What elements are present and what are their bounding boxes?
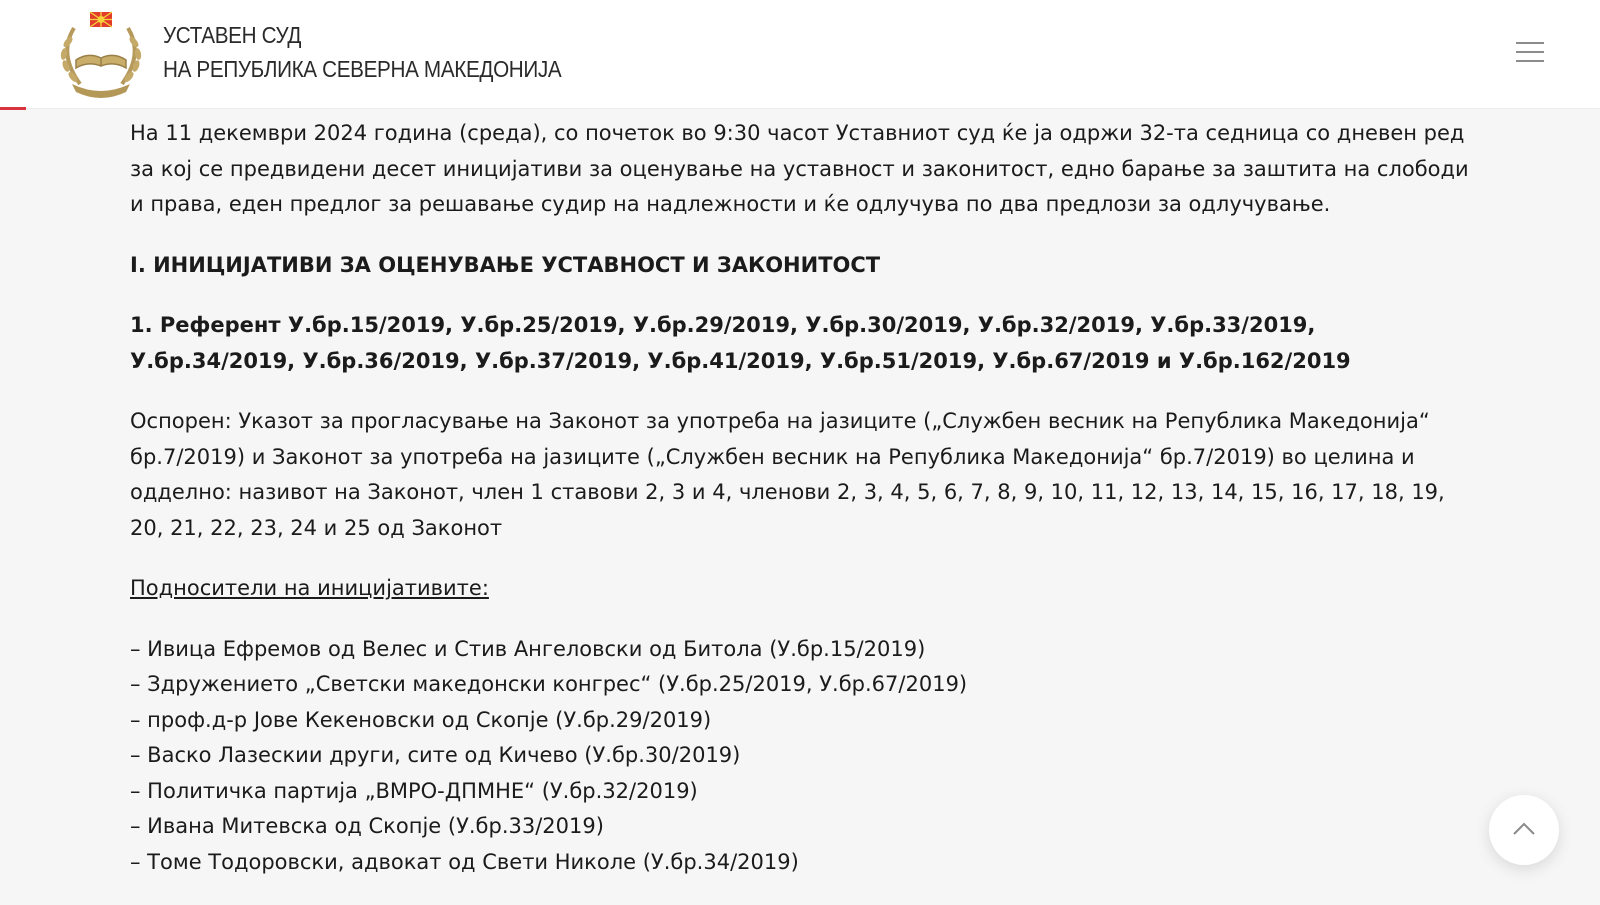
- submitter-list: [130, 632, 1470, 881]
- chevron-up-icon: [1512, 818, 1536, 842]
- hamburger-menu-icon[interactable]: [1512, 40, 1548, 66]
- submitters-heading: Подносители на иницијативите:: [130, 576, 489, 600]
- contested-paragraph: Оспорен: Указот за прогласување на Законот за употреба на јазиците („Службен весник на Република Македонија“ бр.7/2019) и Законот за употреба на јазиците („Службен весник на Република Македонија“ бр.7/2019) во целина и одделно: називот на Законот, член 1 ставови 2, 3 и 4, членови 2, 3, 4, 5, 6, 7, 8, 9, 10, 11, 12, 13, 14, 15, 16, 17, 18, 19, 20, 21, 22, 23, 24 и 25 од Законот: [130, 409, 1445, 540]
- scroll-to-top-button[interactable]: [1489, 795, 1559, 865]
- referat-heading: 1. Референт У.бр.15/2019, У.бр.25/2019, У.бр.29/2019, У.бр.30/2019, У.бр.32/2019, У.бр.33/2019, У.бр.34/2019, У.бр.36/2019, У.бр.37/2019, У.бр.41/2019, У.бр.51/2019, У.бр.67/2019 и У.бр.162/2019: [130, 313, 1351, 373]
- section-heading: I. ИНИЦИЈАТИВИ ЗА ОЦЕНУВАЊЕ УСТАВНОСТ И ЗАКОНИТОСТ: [130, 252, 881, 277]
- intro-paragraph: На 11 декември 2024 година (среда), со почеток во 9:30 часот Уставниот суд ќе ја одржи 32-та седница со дневен ред за кој се предвидени десет иницијативи за оценување на уставност и законитост, едно барање за заштита на слободи и права, еден предлог за решавање судир на надлежности и ќе одлучува по два предлози за одлучување.: [130, 121, 1469, 216]
- brand-line-1: УСТАВЕН СУД: [163, 22, 302, 48]
- header-accent-bar: [0, 107, 26, 110]
- article-content: [130, 116, 1470, 880]
- list-item: – Политичка партија „ВМРО-ДПМНЕ“ (У.бр.32/2019): [130, 778, 698, 803]
- list-item: – Здружението „Светски македонски конгрес“ (У.бр.25/2019, У.бр.67/2019): [130, 672, 968, 696]
- court-emblem-icon[interactable]: [54, 8, 148, 100]
- site-brand[interactable]: [163, 18, 561, 86]
- site-header: [0, 0, 1600, 109]
- list-item: – Ивана Митевска од Скопје (У.бр.33/2019): [130, 814, 604, 838]
- list-item: – Васко Лазескии други, сите од Кичево (У.бр.30/2019): [130, 743, 741, 767]
- list-item: – проф.д-р Јове Кекеновски од Скопје (У.бр.29/2019): [130, 707, 712, 732]
- list-item: – Томе Тодоровски, адвокат од Свети Николе (У.бр.34/2019): [130, 849, 799, 874]
- brand-line-2: НА РЕПУБЛИКА СЕВЕРНА МАКЕДОНИЈА: [163, 56, 562, 82]
- list-item: – Ивица Ефремов од Велес и Стив Ангеловски од Битола (У.бр.15/2019): [130, 636, 926, 661]
